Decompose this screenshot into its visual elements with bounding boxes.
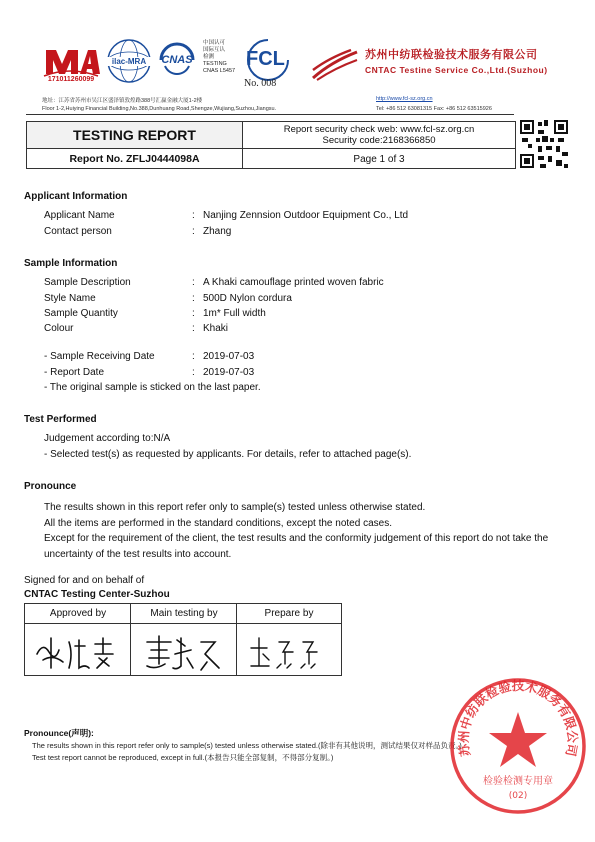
signature-table [24,603,342,676]
security-check-web: Report security check web: www.fcl-sz.org.cn [283,124,475,135]
seal-number: (02) [508,791,528,801]
divider [130,604,131,676]
cnas-text: CNAS [161,54,193,66]
security-check [243,122,515,149]
official-seal [448,676,588,816]
sample-quantity-label: Sample Quantity [44,308,118,319]
sample-note: - The original sample is sticked on the last paper. [44,382,261,393]
company-url-link[interactable]: http://www.fcl-sz.org.cn [376,96,433,102]
main-testing-by-header: Main testing by [131,604,237,624]
testing-center-name: CNTAC Testing Center-Suzhou [24,589,170,600]
page-indicator: Page 1 of 3 [353,153,405,165]
sample-heading: Sample Information [24,258,118,269]
signed-on-behalf: Signed for and on behalf of [24,575,145,586]
applicant-name-value: Nanjing Zennsion Outdoor Equipment Co., Ltd [203,210,409,221]
ma-number: 171011260099 [47,76,95,83]
prepare-by-signature [241,624,339,676]
cnas-caption: 中国认可 国际互认 检测 TESTING CNAS L5457 [203,40,236,74]
sample-receiving-date-value: 2019-07-03 [203,351,255,362]
divider [236,604,237,676]
cntac-logo [311,48,359,82]
colon: : [192,210,195,221]
fcl-text: FCL [246,48,285,70]
colon: : [192,226,195,237]
applicant-heading: Applicant Information [24,191,128,202]
style-name-label: Style Name [44,293,96,304]
pronounce-text: The results shown in this report refer only to sample(s) tested unless otherwise stated. All the items are performed in the standard conditions, except the noted cases. Except for the requirement of the client, the test results and the conformity judgement of this report do not take the uncertainty of the test results into account. [44,502,549,560]
sample-quantity-value: 1m* Full width [203,308,266,319]
fcl-number: No. 008 [244,78,277,89]
approved-by-signature [29,624,129,676]
seal-center-text: 检验检测专用章 [483,776,553,787]
judgement: Judgement according to:N/A [44,433,171,444]
report-date-label: - Report Date [44,367,105,378]
applicant-name-label: Applicant Name [44,210,115,221]
sample-receiving-date-label: - Sample Receiving Date [44,351,155,362]
pronounce-heading: Pronounce [24,481,77,492]
colon: : [192,351,195,362]
qr-code-icon [518,118,570,170]
colon: : [192,293,195,304]
prepare-by-header: Prepare by [237,604,341,624]
address-cn: 地址：江苏省苏州市吴江区盛泽镇敦煌路388号汇赢金融大厦1-2楼 [42,98,203,104]
letterhead [0,0,595,112]
colon: : [192,277,195,288]
security-code: Security code:2168366850 [322,135,436,146]
colour-value: Khaki [203,323,229,334]
tel-fax: Tel: +86 512 63081315 Fax: +86 512 63515926 [376,106,492,112]
footer-heading: Pronounce(声明): [24,728,94,738]
ma-logo [40,44,100,80]
colon: : [192,323,195,334]
seal-star-icon [489,712,547,767]
style-name-value: 500D Nylon cordura [203,293,292,304]
colon: : [192,367,195,378]
address-en: Floor 1-2,Huiying Financial Building,No.388,Dunhuang Road,Shengze,Wujiang,Suzhou,Jiangsu. [42,106,277,112]
seal-ring-text: 苏州中纺联检验技术服务有限公司 [455,678,581,758]
sample-description-label: Sample Description [44,277,131,288]
approved-by-header: Approved by [25,604,131,624]
ilac-mra-text: ilac-MRA [106,57,152,66]
footer-line-1: The results shown in this report refer only to sample(s) tested unless otherwise stated.(除非有其他说明，测试结果仅对样品负责。) [32,741,462,750]
colon: : [192,308,195,319]
contact-person-label: Contact person [44,226,112,237]
company-name-en: CNTAC Testine Service Co.,Ltd.(Suzhou) [365,65,548,75]
company-name-cn: 苏州中纺联检验技术服务有限公司 [365,49,538,61]
test-heading: Test Performed [24,414,97,425]
footer-line-2: Test test report cannot be reproduced, except in full.(本报告只能全部复制，不得部分复制。) [32,753,334,762]
report-title: TESTING REPORT [27,122,243,149]
contact-person-value: Zhang [203,226,232,237]
report-header-table [26,121,516,169]
selected-tests: - Selected test(s) as requested by applicants. For details, refer to attached page(s). [44,449,412,460]
report-date-value: 2019-07-03 [203,367,255,378]
main-testing-by-signature [135,624,235,676]
colour-label: Colour [44,323,74,334]
sample-description-value: A Khaki camouflage printed woven fabric [203,277,384,288]
report-number: Report No. ZFLJ0444098A [27,149,243,169]
header-divider [26,114,514,115]
